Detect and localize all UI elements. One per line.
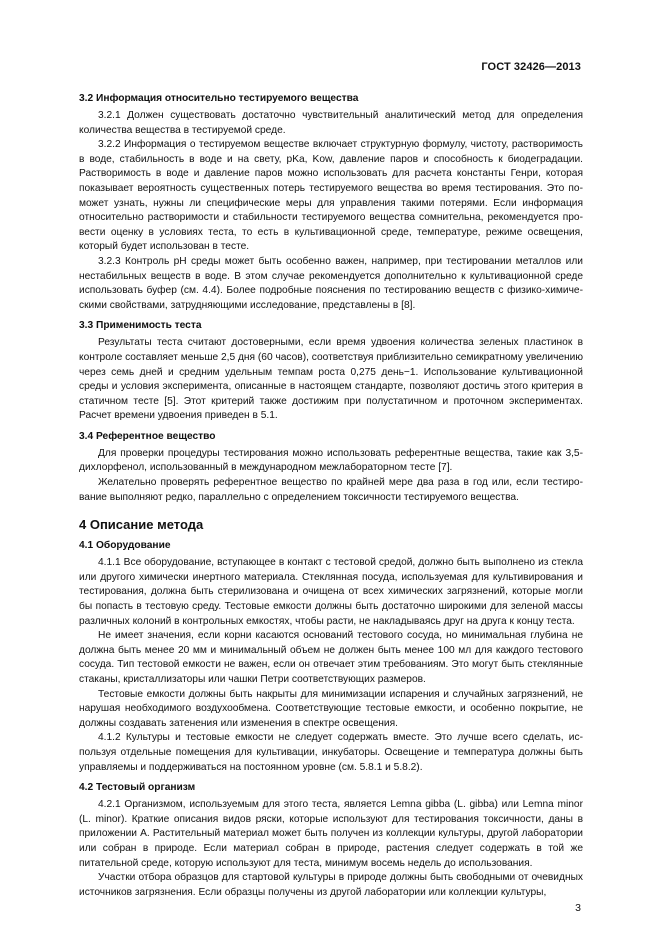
paragraph-4-1-1-c: Тестовые емкости должны быть накрыты для минимизации испарения и случайных загрязнений, не нарушая необходимого воздухообмена. Соответствующие тестовые емкости, и особенно покрытие, не должны создавать затенения или изменения в спектре освещения. [79, 688, 583, 729]
paragraph-3-4-2: Желательно проверять референтное вещество по крайней мере два раза в год или, если тестирование выполняют редко, параллельно с определением токсичности тестируемого вещества. [79, 477, 583, 503]
paragraph-4-2-1: 4.2.1 Организмом, используемым для этого теста, является Lemna gibba (L. gibba) или Lemna minor (L. minor). Краткие описания видов ряски, которые используют для тестирования токсичности, даны в приложении А. Растительный материал может быть получен из коллекции культуры, другой лаборатории или собран в природе. Если материал собран в природе, растения следует содержать в той же питательной среде, которую используют для теста, минимум восемь недель до использования. [79, 799, 583, 869]
paragraph-4-1-1-b: Не имеет значения, если корни касаются оснований тестового сосуда, но минимальная глубина не должна быть менее 20 мм и минимальный объем не должен быть менее 100 мл для каждого тестового сосуда. Тип тестовой емкости не важен, если он отвечает этим требованиям. Это могут быть стеклянные стаканы, кристаллизаторы или чашки Петри соответствующих размеров. [79, 630, 583, 685]
paragraph-3-2-3: 3.2.3 Контроль pH среды может быть особенно важен, например, при тестировании металлов или нестабильных веществ в воде. В этом случае рекомендуется дополнительно к культивационной среде использовать буфер (см. 4.4). Более подробные пояснения по тестированию веществ с физико-химическими свойствами, затрудняющими исследование, представлены в [8]. [79, 255, 583, 311]
paragraph-4-2-1-b: Участки отбора образцов для стартовой культуры в природе должны быть свободными от очевидных источников загрязнения. Если образцы получены из другой лаборатории или коллекции культуры, [79, 872, 583, 898]
document-body [79, 92, 583, 900]
section-3-2-title: 3.2 Информация относительно тестируемого вещества [79, 93, 359, 104]
section-4-1-title: 4.1 Оборудование [79, 540, 171, 552]
page-number: 3 [575, 902, 581, 914]
paragraph-4-1-2: 4.1.2 Культуры и тестовые емкости не следует содержать вместе. Это лучше всего сделать, используя отдельные помещения для культивации, инкубаторы. Освещение и температура должны быть управляемы и поддерживаться на постоянном уровне (см. 5.8.1 и 5.8.2). [79, 732, 583, 773]
paragraph-4-1-1: 4.1.1 Все оборудование, вступающее в контакт с тестовой средой, должно быть выполнено из стекла или другого химически инертного материала. Стеклянная посуда, используемая для культивирования и тестирования, должна быть стерилизована и очищена от всех химических загрязнений, которые могли бы попасть в тестовую среду. Тестовые емкости должны быть достаточно широкими для зеленой массы различных колоний в контрольных емкостях, чтобы расти, не накладываясь друг на друга к концу теста. [79, 557, 583, 627]
paragraph-3-2-2: 3.2.2 Информация о тестируемом веществе включает структурную формулу, чистоту, растворимость в воде, стабильность в воде и на свету, pKa, Kow, давление паров и способность к биодеградации. Растворимость в воде и давление паров можно использовать для расчета константы Генри, которая показывает вероятность существенных потерь тестируемого вещества во время тестирования. Это поможет узнать, нужны ли специфические меры для управления такими потерями. Если информация относительно растворимости и стабильности тестируемого вещества сомнительна, рекомендуется провести оценку в условиях теста, то есть в культивационной среде, температуре, режиме освещения, который будет использован в тесте. [79, 139, 583, 253]
paragraph-3-3: Результаты теста считают достоверными, если время удвоения количества зеленых пластинок в контроле составляет меньше 2,5 дня (60 часов), соответствуя приблизительно семикратному увеличению через семь дней и средним удельным темпам роста 0,275 день−1. Использование культивационной среды и условия эксперимента, описанные в настоящем стандарте, позволяют достичь этого критерия в статичном тесте [5]. Этот критерий также достижим при полустатичном и проточном экспериментах. Расчет времени удвоения приведен в 5.1. [79, 337, 584, 422]
section-4-title: 4 Описание метода [79, 517, 204, 533]
paragraph-3-2-1: 3.2.1 Должен существовать достаточно чувствительный аналитический метод для определения количества вещества в тестируемой среде. [79, 110, 583, 136]
section-4-2-title: 4.2 Тестовый организм [79, 782, 196, 794]
section-3-4-title: 3.4 Референтное вещество [79, 430, 216, 442]
paragraph-3-4-1: Для проверки процедуры тестирования можно использовать референтные вещества, такие как 3,5-дихлорфенол, использованный в международном межлабораторном тесте [7]. [79, 447, 583, 474]
section-3-3-title: 3.3 Применимость теста [79, 320, 202, 332]
document-id-header: ГОСТ 32426—2013 [481, 61, 581, 73]
